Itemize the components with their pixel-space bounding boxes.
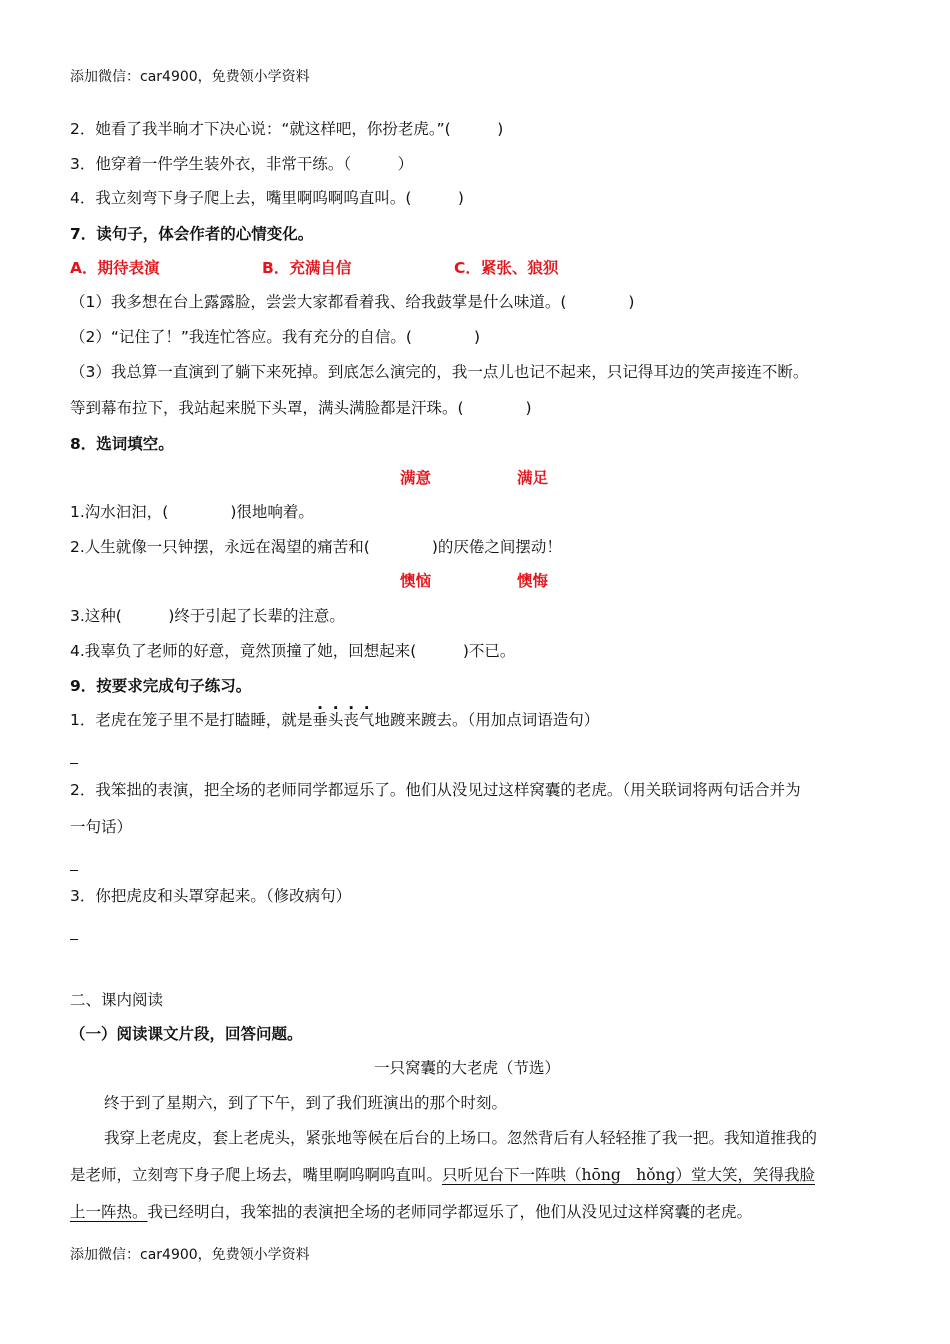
q9-sentence-2-cont: 一句话） (70, 818, 133, 836)
q8-title: 8．选词填空。 (70, 435, 174, 453)
passage-paragraph-1: 终于到了星期六，到了下午，到了我们班演出的那个时刻。 (104, 1094, 508, 1112)
dotted-char: 丧 (343, 711, 359, 729)
underlined-sentence: 只听见台下一阵哄（hōng hǒng）堂大笑，笑得我脸 (442, 1166, 815, 1184)
q8-word-3: 懊恼 (400, 572, 432, 590)
q9-title: 9．按要求完成句子练习。 (70, 677, 252, 695)
q8-word-1: 满意 (400, 469, 432, 487)
passage-text: 是老师，立刻弯下身子爬上场去，嘴里啊呜啊呜直叫。 (70, 1166, 443, 1184)
q7-item-3: （3）我总算一直演到了躺下来死掉。到底怎么演完的，我一点儿也记不起来，只记得耳边的笑声接连不断。 (70, 363, 809, 381)
passage-title: 一只窝囊的大老虎（节选） (374, 1059, 561, 1077)
answer-line-2 (70, 870, 78, 871)
q8-item-4: 4.我辜负了老师的好意，竟然顶撞了她，回想起来( )不已。 (70, 642, 516, 660)
q7-title: 7．读句子，体会作者的心情变化。 (70, 225, 314, 243)
passage-paragraph-2-line-2 (70, 1164, 815, 1186)
passage-text: 我已经明白，我笨拙的表演把全场的老师同学都逗乐了，他们从没见过这样窝囊的老虎。 (147, 1203, 753, 1221)
q9-sentence-3: 3．你把虎皮和头罩穿起来。（修改病句） (70, 887, 352, 905)
q9-s1-pre: 1．老虎在笼子里不是打瞌睡，就是 (70, 711, 313, 729)
section-title: 二、课内阅读 (70, 991, 164, 1009)
dotted-char: 气 (358, 711, 375, 729)
q7-item-3-cont: 等到幕布拉下，我站起来脱下头罩，满头满脸都是汗珠。( ) (70, 399, 532, 417)
page-header: 添加微信：car4900，免费领小学资料 (70, 69, 310, 85)
passage-paragraph-2-line-3 (70, 1201, 752, 1223)
q8-word-4: 懊悔 (517, 572, 549, 590)
dotted-char: 垂 (312, 711, 328, 729)
dotted-char: 头 (327, 711, 344, 729)
section-subtitle: （一）阅读课文片段，回答问题。 (70, 1025, 303, 1043)
q6-item-4: 4．我立刻弯下身子爬上去，嘴里啊呜啊呜直叫。( ) (70, 189, 464, 207)
passage-paragraph-2-line-1: 我穿上老虎皮，套上老虎头，紧张地等候在后台的上场口。忽然背后有人轻轻推了我一把。我知道推我的 (104, 1129, 818, 1147)
q6-item-3: 3．他穿着一件学生装外衣，非常干练。（ ） (70, 155, 414, 173)
q8-item-3: 3.这种( )终于引起了长辈的注意。 (70, 607, 345, 625)
q8-item-2: 2.人生就像一只钟摆，永远在渴望的痛苦和( )的厌倦之间摆动！ (70, 538, 562, 556)
q7-item-2: （2）“记住了！”我连忙答应。我有充分的自信。( ) (70, 328, 481, 346)
q9-sentence-2: 2．我笨拙的表演，把全场的老师同学都逗乐了。他们从没见过这样窝囊的老虎。（用关联词将两句话合并为 (70, 781, 801, 799)
q7-option-a: A．期待表演 (70, 259, 160, 277)
answer-line-1 (70, 763, 78, 764)
answer-line-3 (70, 939, 78, 940)
underlined-sentence-end: 上一阵热。 (70, 1203, 148, 1221)
q9-s1-post: 地踱来踱去。（用加点词语造句） (374, 711, 600, 729)
page-footer: 添加微信：car4900，免费领小学资料 (70, 1247, 310, 1263)
q7-item-1: （1）我多想在台上露露脸，尝尝大家都看着我、给我鼓掌是什么味道。( ) (70, 293, 635, 311)
q8-item-1: 1.沟水汩汩，( )很地响着。 (70, 503, 314, 521)
q6-item-2: 2．她看了我半晌才下决心说：“就这样吧，你扮老虎。”( ) (70, 120, 504, 138)
q7-option-c: C．紧张、狼狈 (454, 259, 559, 277)
q7-option-b: B．充满自信 (262, 259, 352, 277)
q8-word-2: 满足 (517, 469, 549, 487)
q9-sentence-1 (70, 709, 599, 731)
